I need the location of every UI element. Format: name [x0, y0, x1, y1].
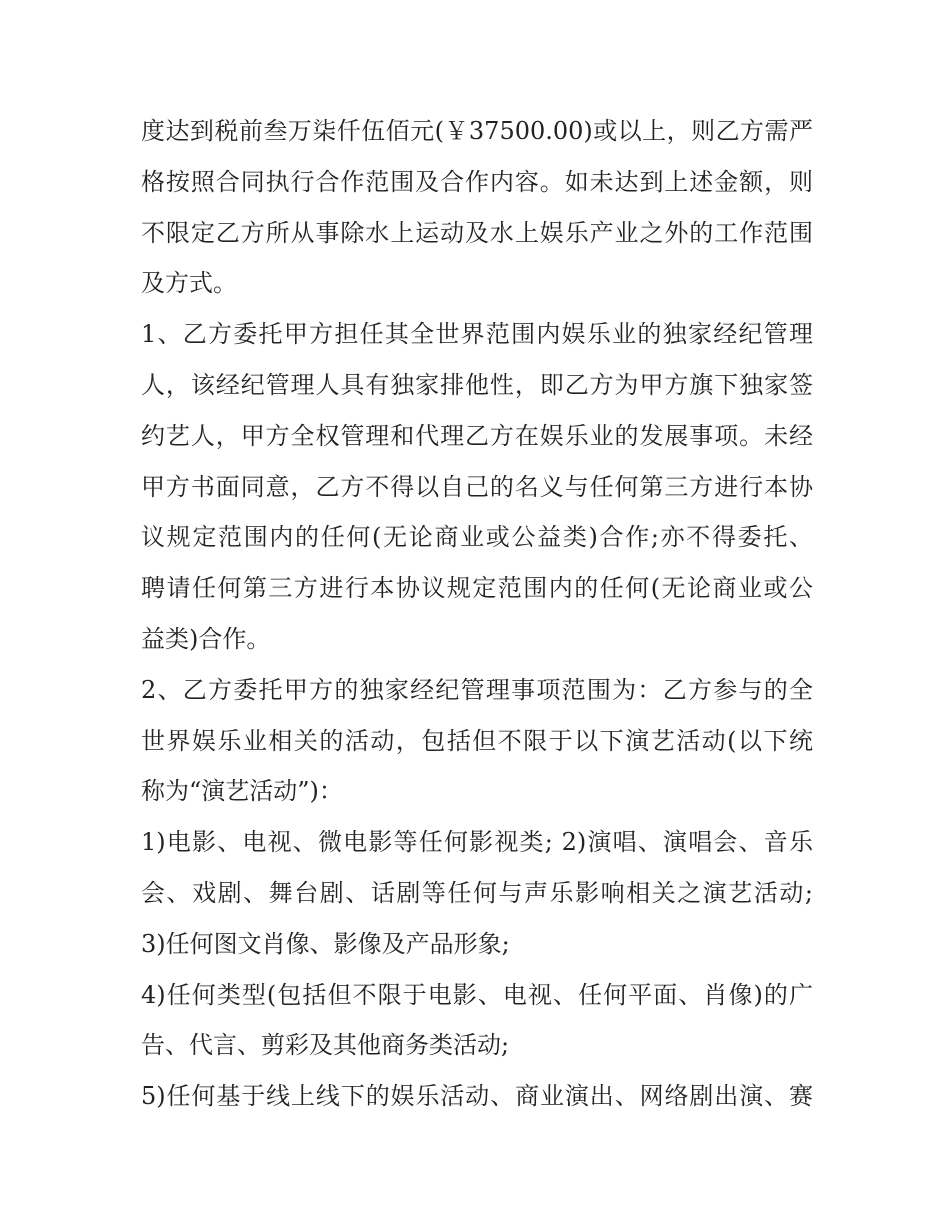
clause-1-line: 聘请任何第三方进行本协议规定范围内的任何(无论商业或公 [141, 574, 813, 603]
list-item-line: 5)任何基于线上线下的娱乐活动、商业演出、网络剧出演、赛 [141, 1082, 813, 1111]
clause-1-line: 甲方书面同意，乙方不得以自己的名义与任何第三方进行本协 [141, 472, 813, 501]
clause-1-line: 议规定范围内的任何(无论商业或公益类)合作;亦不得委托、 [141, 523, 813, 552]
clause-1-line: 人，该经纪管理人具有独家排他性，即乙方为甲方旗下独家签 [141, 370, 813, 399]
paragraph-line: 及方式。 [141, 269, 237, 298]
list-item-line: 4)任何类型(包括但不限于电影、电视、任何平面、肖像)的广 [141, 980, 813, 1009]
clause-2-line: 世界娱乐业相关的活动，包括但不限于以下演艺活动(以下统 [141, 726, 813, 755]
document-body [141, 106, 813, 1122]
clause-1-line: 益类)合作。 [141, 624, 271, 653]
list-item-line: 1)电影、电视、微电影等任何影视类; 2)演唱、演唱会、音乐 [141, 828, 813, 857]
paragraph-line: 格按照合同执行合作范围及合作内容。如未达到上述金额，则 [141, 167, 813, 196]
clause-1-line: 约艺人，甲方全权管理和代理乙方在娱乐业的发展事项。未经 [141, 421, 813, 450]
clause-2-line: 2、乙方委托甲方的独家经纪管理事项范围为：乙方参与的全 [141, 675, 813, 704]
clause-2-line: 称为“演艺活动”)： [141, 777, 343, 806]
paragraph-line: 度达到税前叁万柒仟伍佰元(￥37500.00)或以上，则乙方需严 [141, 117, 813, 145]
list-item-line: 3)任何图文肖像、影像及产品形象; [141, 929, 510, 958]
paragraph-line: 不限定乙方所从事除水上运动及水上娱乐产业之外的工作范围 [141, 218, 813, 247]
list-item-line: 会、戏剧、舞台剧、话剧等任何与声乐影响相关之演艺活动; [141, 878, 813, 907]
clause-1-line: 1、乙方委托甲方担任其全世界范围内娱乐业的独家经纪管理 [141, 320, 813, 349]
list-item-line: 告、代言、剪彩及其他商务类活动; [141, 1031, 510, 1060]
